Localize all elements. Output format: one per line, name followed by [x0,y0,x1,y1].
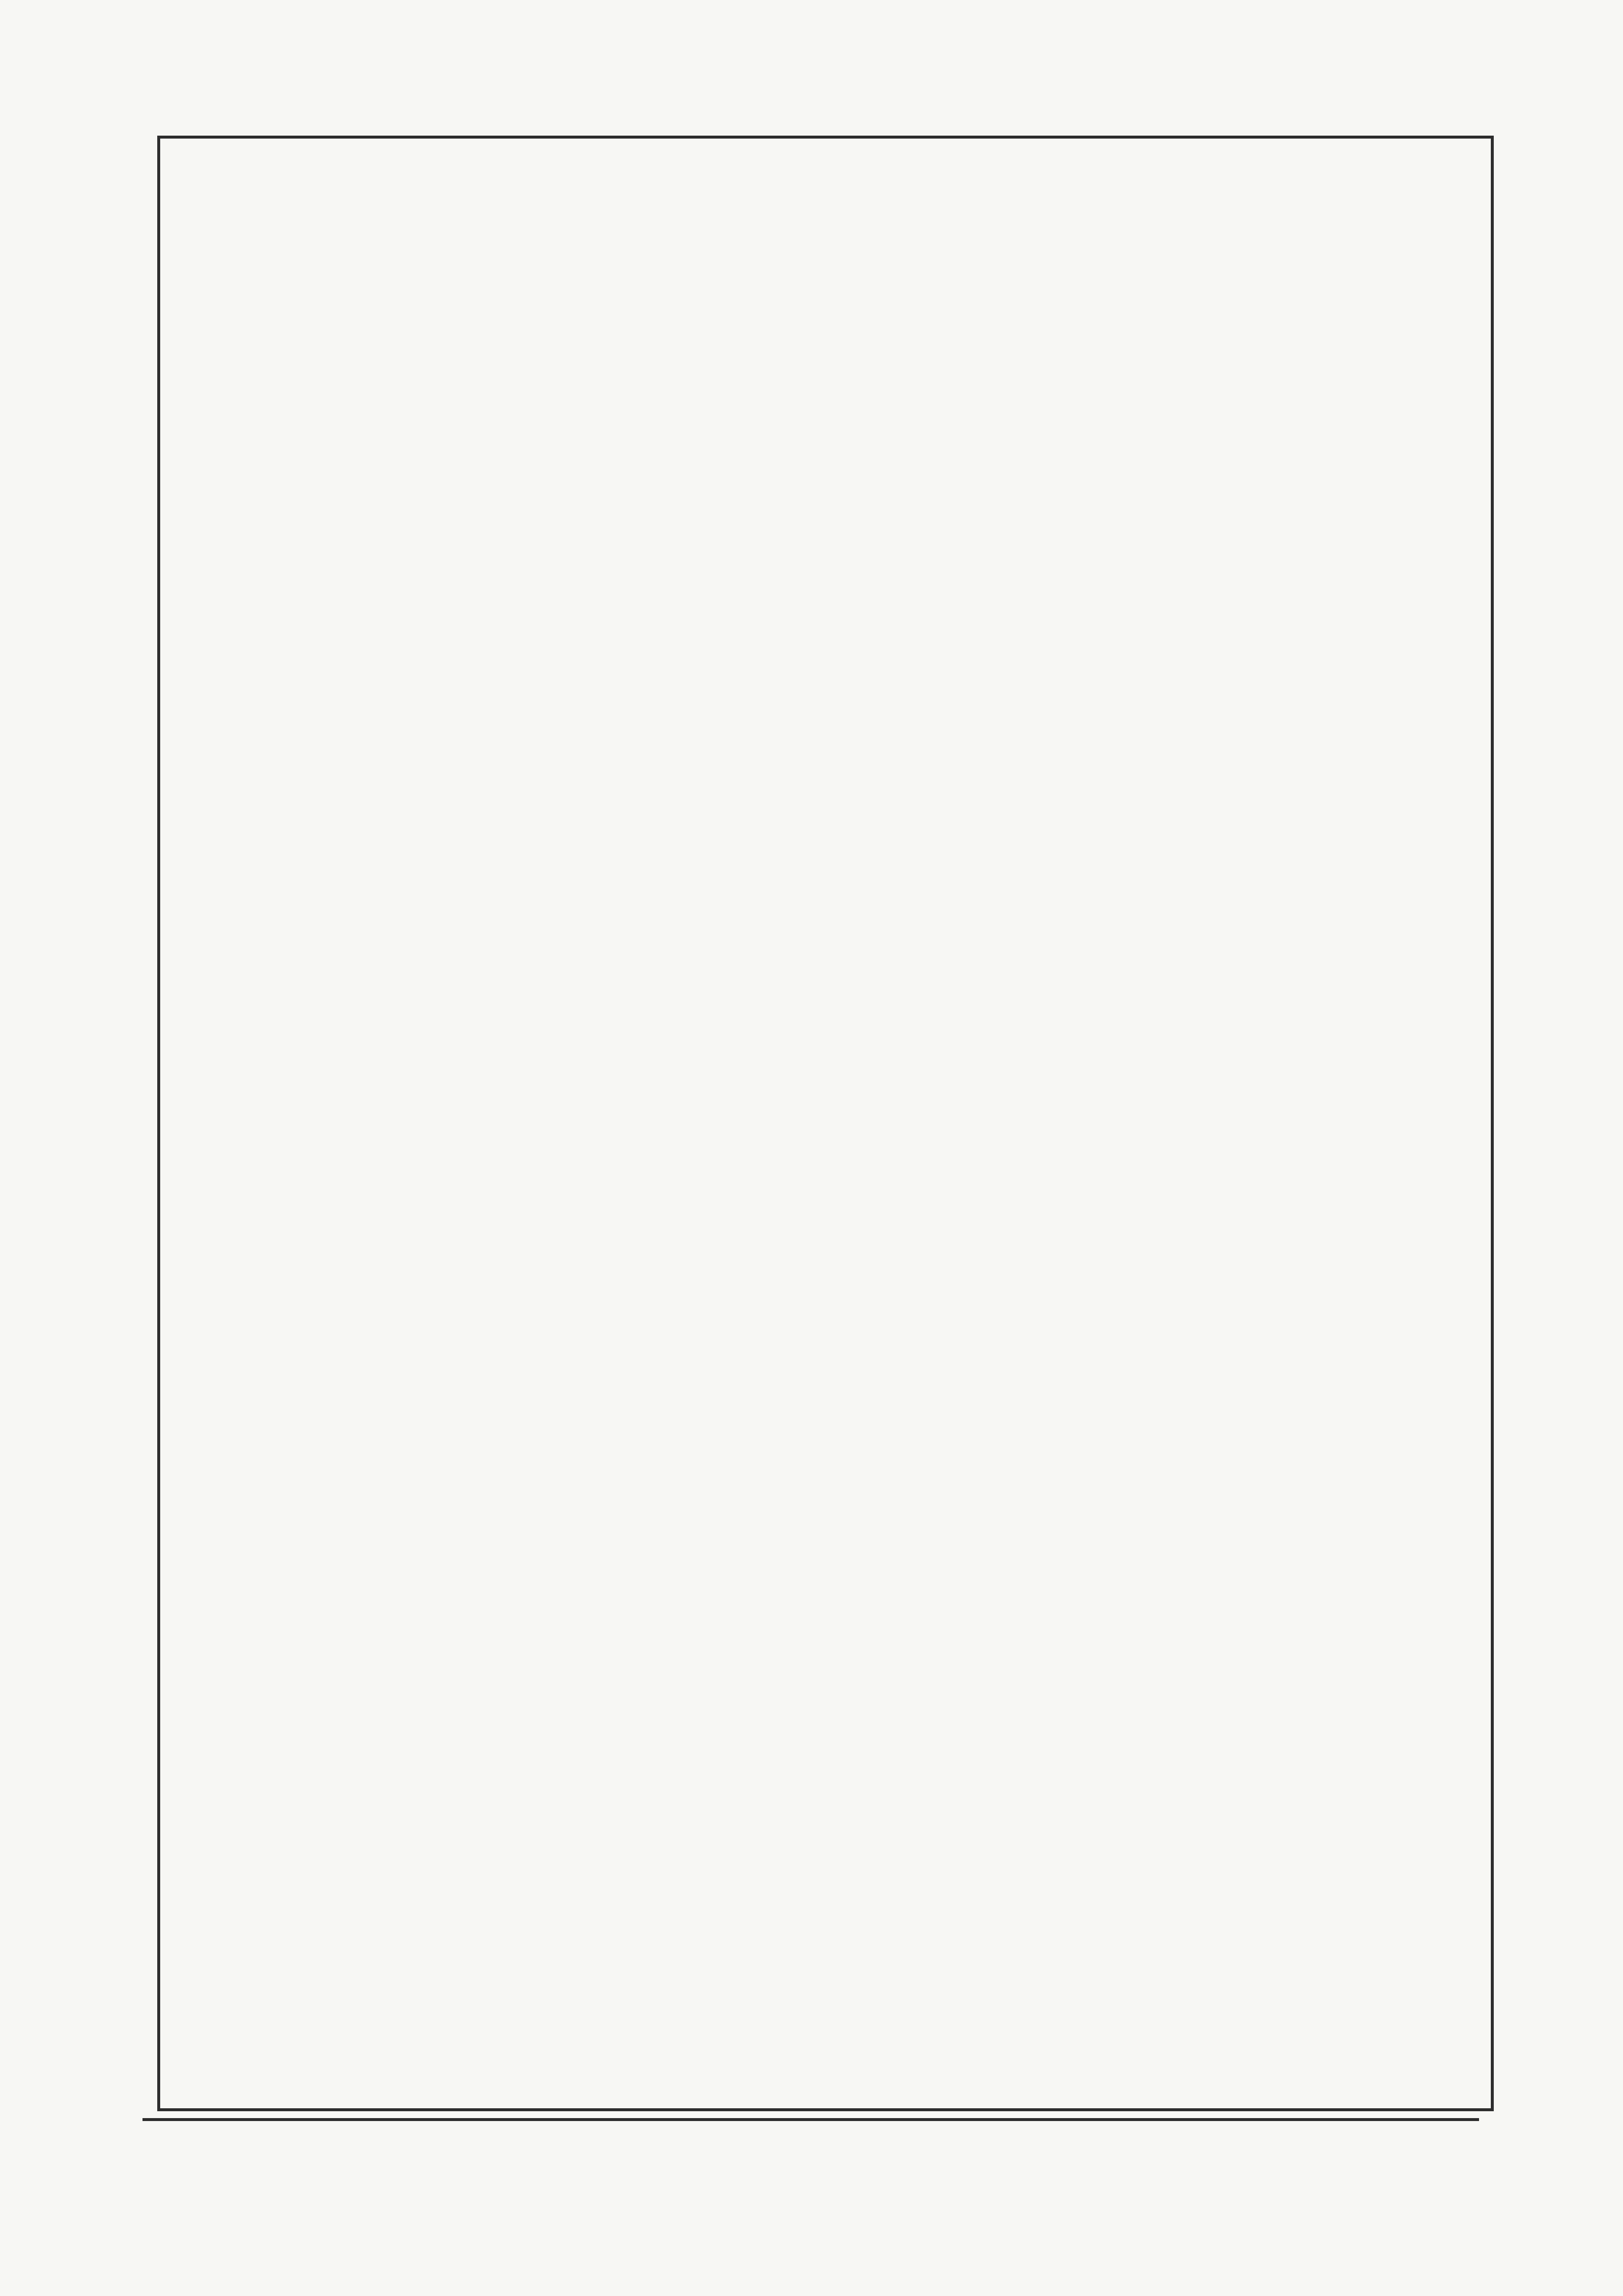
schedule-frame [157,136,1494,2111]
bottom-rule [142,2118,1479,2121]
schedule-content [175,173,1452,190]
spacer [175,173,1452,190]
